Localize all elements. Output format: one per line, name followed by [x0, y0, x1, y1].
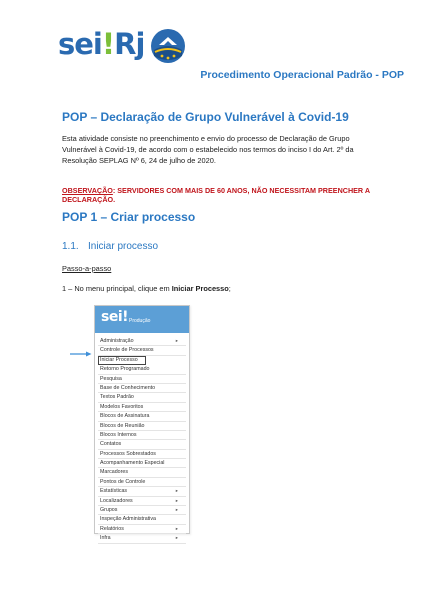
observation-note [62, 186, 392, 204]
menu-item-blocos-internos[interactable]: Blocos Internos [98, 431, 186, 440]
menu-item-marcadores[interactable]: Marcadores [98, 468, 186, 477]
sei-menu-screenshot [94, 305, 190, 542]
submenu-arrow-icon: ▸ [175, 525, 178, 531]
step-1-prefix: 1 – No menu principal, clique em [62, 284, 172, 293]
menu-item-grupos[interactable]: Grupos ▸ [98, 506, 186, 515]
menu-item-inspecao-administrativa[interactable]: Inspeção Administrativa [98, 515, 186, 524]
menu-item-infra[interactable]: Infra ▸ [98, 534, 186, 543]
logo-text-rj: Rj [114, 27, 145, 61]
menu-item-textos-padrao[interactable]: Textos Padrão [98, 393, 186, 402]
step-1-bold: Iniciar Processo [171, 284, 229, 293]
menu-item-retorno-programado[interactable]: Retorno Programado [98, 365, 186, 374]
subsection-title [62, 241, 158, 252]
submenu-arrow-icon: ▸ [175, 507, 178, 513]
rj-emblem-icon [150, 28, 186, 64]
pop-header-title: Procedimento Operacional Padrão - POP [200, 69, 404, 81]
arrow-right-icon [70, 351, 92, 357]
logo-text-sei: sei [58, 27, 102, 61]
menu-item-controle-processos[interactable]: Controle de Processos [98, 346, 186, 355]
menu-item-blocos-reuniao[interactable]: Blocos de Reunião [98, 422, 186, 431]
document-title: POP – Declaração de Grupo Vulnerável à Covid-19 [62, 110, 349, 124]
logo-wordmark [58, 24, 144, 64]
menu-item-contatos[interactable]: Contatos [98, 440, 186, 449]
menu-item-acompanhamento-especial[interactable]: Acompanhamento Especial [98, 459, 186, 468]
subsection-label: Iniciar processo [88, 241, 159, 252]
sei-menu-header [95, 306, 189, 333]
sei-environment-label: Produção [129, 318, 151, 324]
menu-item-pesquisa[interactable]: Pesquisa [98, 375, 186, 384]
menu-item-pontos-controle[interactable]: Pontos de Controle [98, 478, 186, 487]
menu-item-modelos-favoritos[interactable]: Modelos Favoritos [98, 403, 186, 412]
menu-item-base-conhecimento[interactable]: Base de Conhecimento [98, 384, 186, 393]
submenu-arrow-icon: ▸ [175, 488, 178, 494]
menu-item-localizadores[interactable]: Localizadores ▸ [98, 497, 186, 506]
menu-item-administracao[interactable]: Administração ▸ [98, 337, 186, 346]
menu-item-relatorios[interactable]: Relatórios ▸ [98, 525, 186, 534]
menu-item-blocos-assinatura[interactable]: Blocos de Assinatura [98, 412, 186, 421]
step-by-step-label: Passo-a-passo [62, 264, 112, 273]
logo-text-bang: ! [101, 27, 115, 61]
intro-paragraph: Esta atividade consiste no preenchimento e envio do processo de Declaração de Grupo Vulnerável à Covid-19, de acordo com o estabelecido nos termos do inciso I do Art. 2º da Resolução SEPLAG Nº 6, 24 de julho de 2020. [62, 134, 354, 165]
menu-item-estatisticas[interactable]: Estatísticas ▸ [98, 487, 186, 496]
observation-text: : SERVIDORES COM MAIS DE 60 ANOS, NÃO NECESSITAM PREENCHER A DECLARAÇÃO. [62, 186, 370, 204]
submenu-arrow-icon: ▸ [175, 338, 178, 343]
section-title: POP 1 – Criar processo [62, 210, 196, 224]
menu-item-iniciar-processo[interactable]: Iniciar Processo [98, 356, 146, 365]
submenu-arrow-icon: ▸ [175, 497, 178, 503]
observation-label: OBSERVAÇÃO [62, 186, 113, 195]
subsection-number: 1.1. [62, 241, 79, 252]
submenu-arrow-icon: ▸ [175, 535, 178, 541]
seirj-logo [58, 24, 194, 72]
sei-menu-logo: sei! [101, 309, 129, 325]
menu-item-processos-sobrestados[interactable]: Processos Sobrestados [98, 450, 186, 459]
step-1-suffix: ; [228, 284, 231, 293]
step-1 [62, 284, 231, 293]
sei-main-menu [95, 333, 189, 544]
